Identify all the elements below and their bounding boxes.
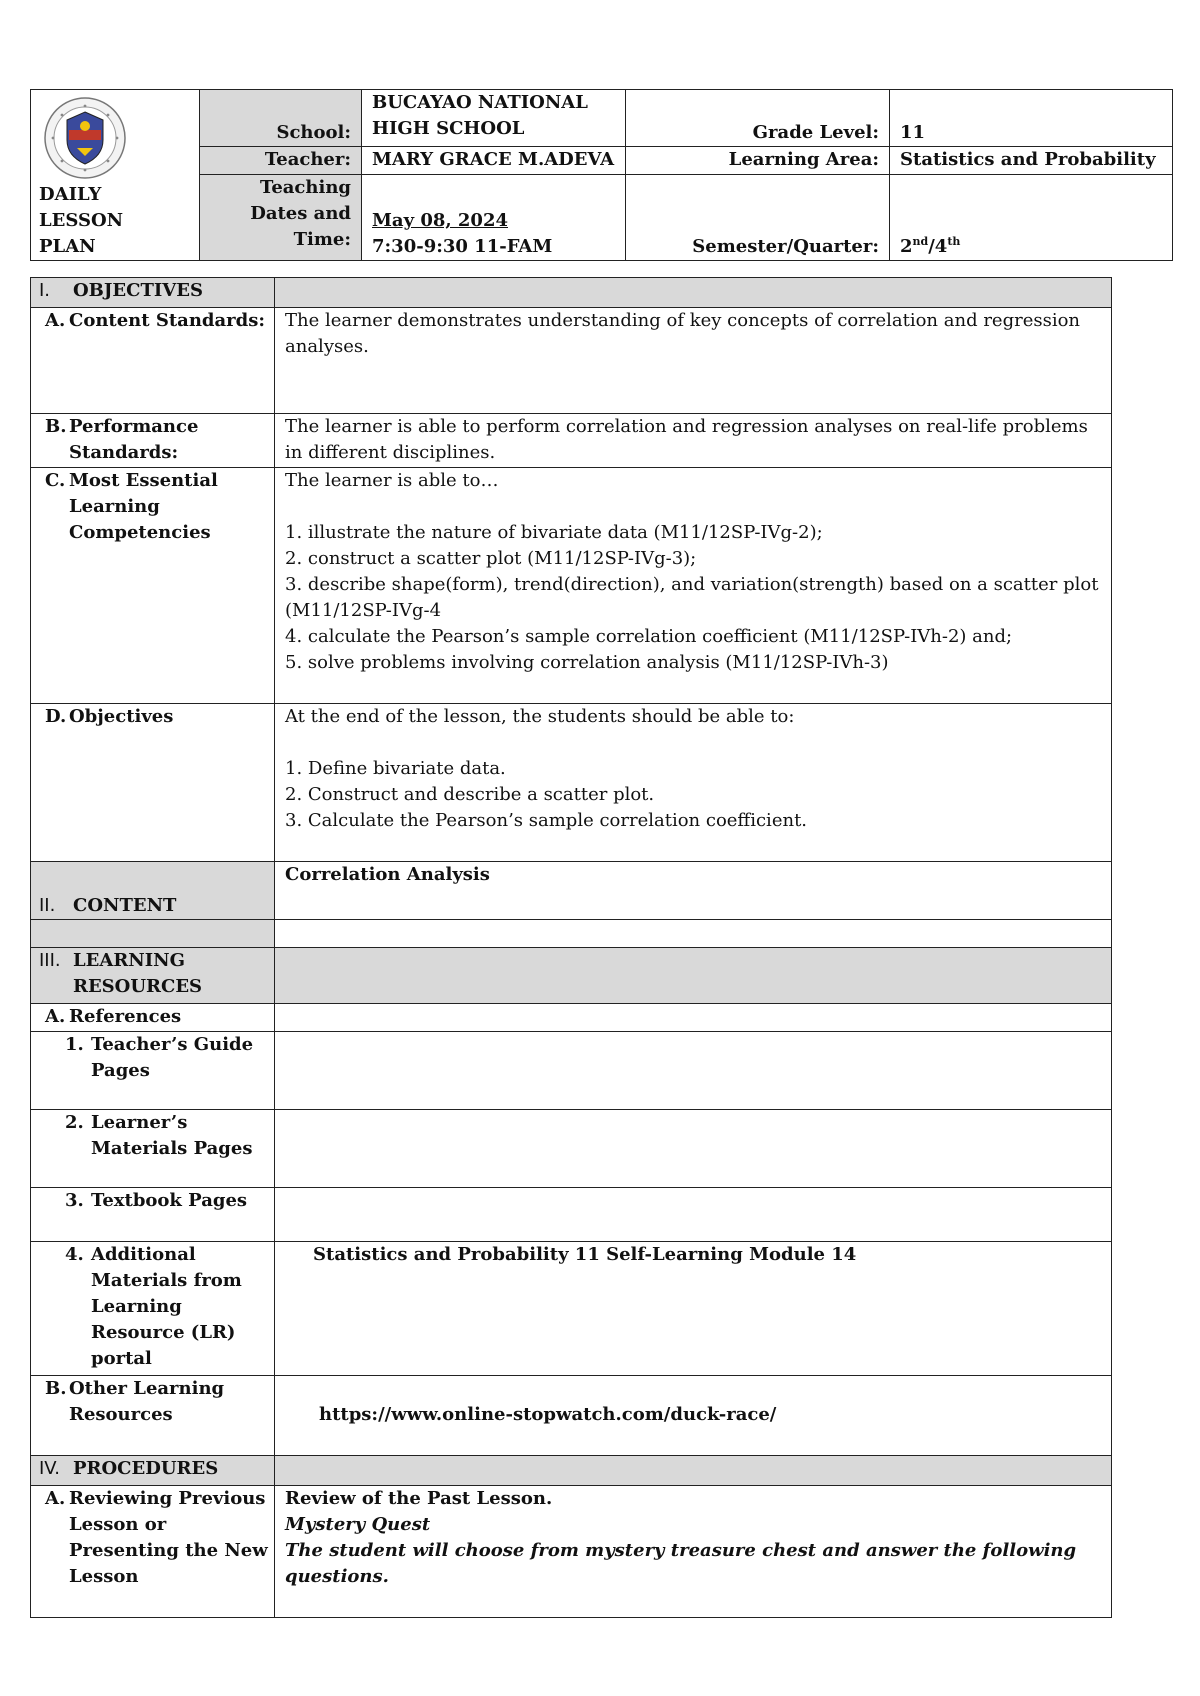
references-label: A. References xyxy=(45,1006,182,1027)
teacher-value: MARY GRACE M.ADEVA xyxy=(362,146,626,175)
teaching-dates-label: Teaching Dates and Time: xyxy=(200,175,362,261)
teaching-dates-value xyxy=(362,175,626,261)
school-label: School: xyxy=(200,90,362,147)
objectives-heading: I. OBJECTIVES xyxy=(31,278,275,308)
resources-heading-row xyxy=(31,948,1112,1004)
other-resources-label: B. Other Learning Resources xyxy=(45,1378,225,1425)
document-title: DAILY LESSON PLAN xyxy=(39,184,124,257)
deped-seal-icon xyxy=(43,96,127,180)
competencies-label: C. Most Essential Learning Competencies xyxy=(45,470,218,543)
content-standards-label: A. Content Standards: xyxy=(45,310,266,331)
additional-materials-label: 4. Additional Materials from Learning Resource (LR) portal xyxy=(65,1244,242,1369)
learning-area-label: Learning Area: xyxy=(626,146,890,175)
textbook-label: 3. Textbook Pages xyxy=(65,1190,248,1211)
competency-item: 2. construct a scatter plot (M11/12SP-IVg-3); xyxy=(285,548,697,569)
procedures-heading: IV. PROCEDURES xyxy=(31,1456,275,1486)
learners-materials-label: 2. Learner’s Materials Pages xyxy=(65,1112,253,1159)
time-value: 7:30-9:30 11-FAM xyxy=(372,236,553,257)
performance-standards-label: B. Performance Standards: xyxy=(45,416,199,463)
reviewing-text: Review of the Past Lesson. Mystery Quest The student will choose from mystery treasure chest and answer the following questions. xyxy=(275,1486,1112,1618)
objectives-row xyxy=(31,704,1112,862)
content-heading: II. CONTENT xyxy=(31,862,275,920)
objective-item: 3. Calculate the Pearson’s sample correlation coefficient. xyxy=(285,810,808,831)
grade-level-label: Grade Level: xyxy=(626,90,890,147)
content-text: Correlation Analysis xyxy=(275,862,1112,920)
teachers-guide-row xyxy=(31,1032,1112,1110)
other-resources-row xyxy=(31,1376,1112,1456)
references-row xyxy=(31,1004,1112,1032)
competency-item: 4. calculate the Pearson’s sample correlation coefficient (M11/12SP-IVh-2) and; xyxy=(285,626,1013,647)
textbook-row xyxy=(31,1188,1112,1242)
date-value: May 08, 2024 xyxy=(372,210,508,231)
school-value: BUCAYAO NATIONAL HIGH SCHOOL xyxy=(362,90,626,147)
content-standards-row xyxy=(31,308,1112,414)
lesson-plan-table xyxy=(30,277,1112,1618)
content-row xyxy=(31,862,1112,920)
procedures-heading-row xyxy=(31,1456,1112,1486)
semester-value: 2nd/4th xyxy=(890,175,1173,261)
content-standards-text: The learner demonstrates understanding of key concepts of correlation and regression analyses. xyxy=(275,308,1112,414)
logo-cell xyxy=(31,90,200,261)
reviewing-label: A. Reviewing Previous Lesson or Presenting the New Lesson xyxy=(45,1488,268,1587)
objectives-text: At the end of the lesson, the students should be able to: 1. Define bivariate data. 2. Construct and describe a scatter plot. 3. Calculate the Pearson’s sample correlation coefficient. xyxy=(275,704,1112,862)
objectives-heading-row xyxy=(31,278,1112,308)
competencies-text: The learner is able to… 1. illustrate the nature of bivariate data (M11/12SP-IVg-2); 2. construct a scatter plot (M11/12SP-IVg-3); 3. describe shape(form), trend(direction), and variation(strength) based on a scatter plot (M11/12SP-IVg-4 4. calculate the Pearson’s sample correlation coefficient (M11/12SP-IVh-2) and; 5. solve problems involving correlation analysis (M11/12SP-IVh-3) xyxy=(275,468,1112,704)
grade-level-value: 11 xyxy=(890,90,1173,147)
competency-item: 5. solve problems involving correlation analysis (M11/12SP-IVh-3) xyxy=(285,652,889,673)
competencies-row xyxy=(31,468,1112,704)
content-spacer-row xyxy=(31,920,1112,948)
teachers-guide-label: 1. Teacher’s Guide Pages xyxy=(65,1034,254,1081)
other-resources-link[interactable]: https://www.online-stopwatch.com/duck-race/ xyxy=(275,1376,1112,1456)
objective-item: 1. Define bivariate data. xyxy=(285,758,506,779)
objectives-label: D. Objectives xyxy=(45,706,174,727)
performance-standards-row xyxy=(31,414,1112,468)
additional-materials-text: Statistics and Probability 11 Self-Learning Module 14 xyxy=(275,1242,1112,1376)
objective-item: 2. Construct and describe a scatter plot. xyxy=(285,784,655,805)
competency-item: 3. describe shape(form), trend(direction), and variation(strength) based on a scatter plot (M11/12SP-IVg-4 xyxy=(285,574,1099,621)
learning-area-value: Statistics and Probability xyxy=(890,146,1173,175)
teacher-label: Teacher: xyxy=(200,146,362,175)
semester-label: Semester/Quarter: xyxy=(626,175,890,261)
reviewing-row xyxy=(31,1486,1112,1618)
learners-materials-row xyxy=(31,1110,1112,1188)
competency-item: 1. illustrate the nature of bivariate data (M11/12SP-IVg-2); xyxy=(285,522,823,543)
additional-materials-row xyxy=(31,1242,1112,1376)
header-table xyxy=(30,89,1173,261)
performance-standards-text: The learner is able to perform correlation and regression analyses on real-life problems in different disciplines. xyxy=(275,414,1112,468)
resources-heading: III. LEARNING RESOURCES xyxy=(31,948,275,1004)
